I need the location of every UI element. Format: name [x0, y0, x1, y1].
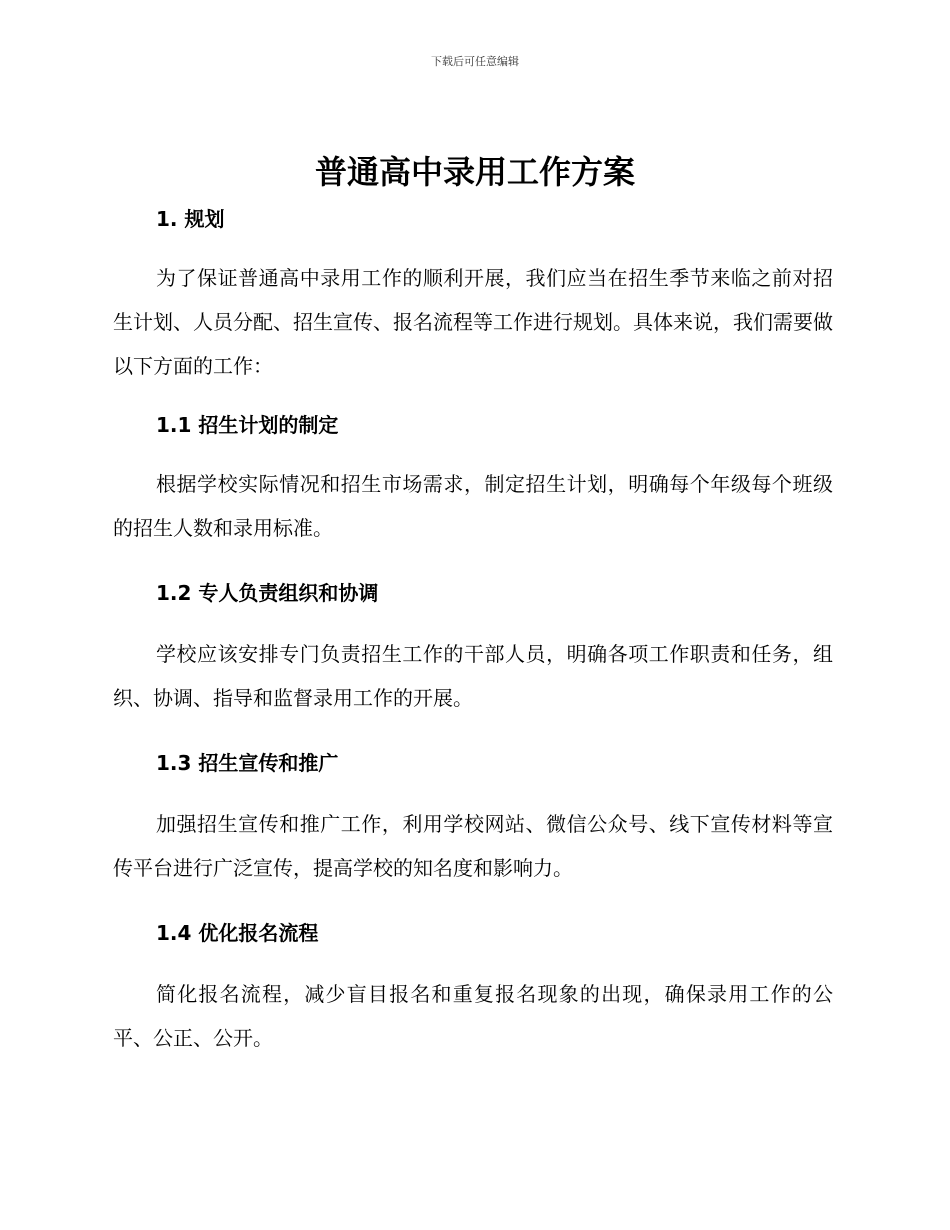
section-heading-1-3: 1.3 招生宣传和推广: [156, 751, 339, 775]
section-heading-1-2: 1.2 专人负责组织和协调: [156, 581, 379, 605]
section-heading-1-1: 1.1 招生计划的制定: [156, 413, 339, 437]
document-body: [113, 202, 833, 1060]
document-title: 普通高中录用工作方案: [314, 153, 635, 191]
section-paragraph-1-1: 根据学校实际情况和招生市场需求，制定招生计划，明确每个年级每个班级的招生人数和录用标准。: [113, 472, 833, 540]
section-heading-1: 1. 规划: [156, 207, 225, 231]
page-header-note: 下载后可任意编辑: [431, 55, 519, 68]
section-paragraph-1-4: 简化报名流程，减少盲目报名和重复报名现象的出现，确保录用工作的公平、公正、公开。: [113, 982, 833, 1050]
section-paragraph-1: 为了保证普通高中录用工作的顺利开展，我们应当在招生季节来临之前对招生计划、人员分配、招生宣传、报名流程等工作进行规划。具体来说，我们需要做以下方面的工作：: [113, 266, 833, 378]
section-paragraph-1-2: 学校应该安排专门负责招生工作的干部人员，明确各项工作职责和任务，组织、协调、指导和监督录用工作的开展。: [113, 642, 833, 710]
section-heading-1-4: 1.4 优化报名流程: [156, 921, 319, 945]
section-paragraph-1-3: 加强招生宣传和推广工作，利用学校网站、微信公众号、线下宣传材料等宣传平台进行广泛宣传，提高学校的知名度和影响力。: [113, 812, 833, 880]
